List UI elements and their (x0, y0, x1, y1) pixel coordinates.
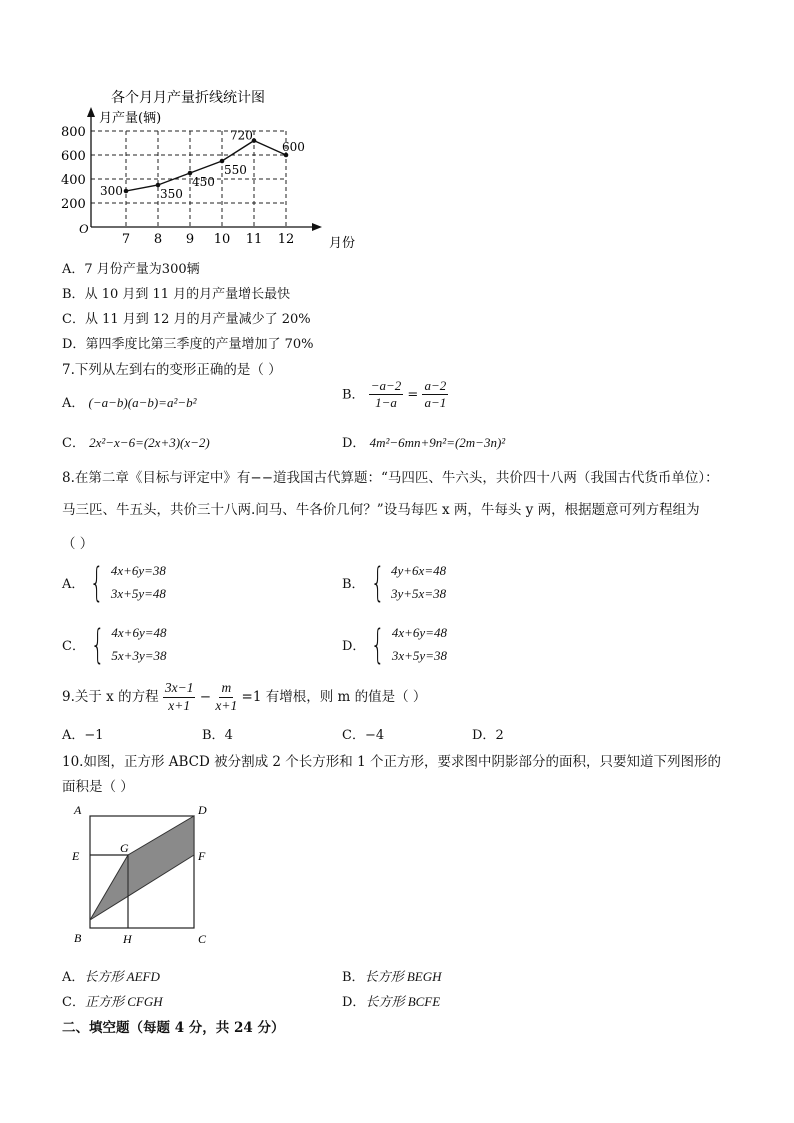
equals-sign: = (407, 387, 419, 403)
y-tick-label: 200 (61, 197, 86, 212)
option-text: 从 11 月到 12 月的月产量减少了 20% (84, 312, 311, 327)
x-tick-label: 10 (213, 232, 231, 247)
option-label: B． (342, 387, 365, 403)
q9-stem (62, 680, 426, 715)
q7-c-expression: 2x²−x−6=(2x+3)(x−2) (89, 435, 210, 450)
option-label: A． (62, 970, 85, 985)
option-label: C． (342, 728, 365, 743)
x-tick-label: 9 (185, 232, 195, 247)
chart-ylabel: 月产量(辆) (99, 111, 162, 126)
option-label: A． (62, 577, 85, 593)
y-tick-label: 600 (61, 149, 86, 164)
label-g: G (120, 841, 129, 855)
q8-option-a (62, 560, 166, 606)
label-b: B (74, 931, 82, 945)
equation: 5x+3y=38 (111, 647, 167, 663)
square-abcd-figure (62, 800, 222, 950)
q8-option-b (342, 560, 446, 606)
option-label: B． (62, 287, 85, 302)
option-text: 长方形 BCFE (365, 994, 441, 1009)
option-label: C． (62, 312, 85, 327)
data-label: 450 (192, 175, 215, 189)
q10-option-a (62, 966, 160, 985)
numerator: −a−2 (369, 378, 404, 395)
denominator: a−1 (424, 395, 447, 411)
left-brace: { (90, 621, 105, 668)
equation: 3x+5y=48 (110, 585, 166, 601)
label-e: E (72, 849, 80, 863)
option-label: D． (62, 337, 86, 352)
q7-option-c (62, 432, 210, 451)
fraction (369, 378, 404, 412)
q10-option-c (62, 991, 163, 1010)
q9-option-a (62, 724, 104, 743)
option-text: 2 (495, 728, 504, 743)
option-text: −4 (364, 728, 385, 743)
q6-option-a (62, 258, 200, 277)
option-label: C． (62, 639, 85, 655)
q8-stem-line1: 8.在第二章《目标与评定中》有−−道我国古代算题：“马四匹、牛六头，共价四十八两（我国古代货币单位）： (62, 470, 719, 486)
equals-one: =1 (241, 688, 262, 705)
q9-option-c (342, 724, 384, 743)
x-tick-label: 12 (277, 232, 295, 247)
y-tick-label: 800 (61, 125, 86, 140)
denominator: x+1 (215, 697, 238, 713)
equation: 4y+6x=48 (391, 563, 447, 578)
q7-option-d (342, 432, 505, 451)
q7-option-a (62, 392, 197, 411)
numerator: 3x−1 (163, 680, 196, 698)
option-label: C． (62, 995, 85, 1010)
option-label: D． (342, 639, 366, 655)
option-label: D． (472, 728, 496, 743)
left-brace: { (370, 559, 385, 606)
y-axis-arrow (87, 107, 95, 117)
left-brace: { (90, 559, 105, 606)
option-text: 7 月份产量为300辆 (84, 262, 200, 277)
option-label: B． (202, 728, 225, 743)
left-brace: { (371, 621, 386, 668)
q10-option-b (342, 966, 441, 985)
section-2-heading: 二、填空题（每题 4 分，共 24 分） (62, 1020, 285, 1036)
option-label: B． (342, 577, 365, 593)
q10-option-d (342, 991, 440, 1010)
option-label: D． (342, 436, 366, 451)
data-label: 720 (230, 128, 253, 143)
option-text: 长方形 AEFD (84, 969, 160, 984)
q8-option-d (342, 622, 447, 668)
x-tick-label: 8 (153, 232, 163, 247)
equation: 4x+6y=48 (111, 625, 167, 640)
q6-option-c (62, 308, 311, 327)
label-f: F (198, 849, 206, 863)
equation: 3x+5y=38 (391, 647, 447, 663)
option-label: B． (342, 970, 365, 985)
q7-option-b (342, 378, 448, 412)
option-text: 从 10 月到 11 月的月产量增长最快 (84, 287, 291, 302)
option-text: 长方形 BEGH (364, 969, 442, 984)
q7-a-expression: (−a−b)(a−b)=a²−b² (88, 395, 197, 410)
q9-option-d (472, 724, 504, 743)
q8-stem-line2: 马三匹、牛五头，共价三十八两.问马、牛各价几何？”设马每匹 x 两，牛每头 y 两，根据题意可列方程组为 (62, 502, 700, 518)
x-tick-label: 11 (245, 232, 263, 247)
shaded-region (90, 816, 194, 920)
q7-d-expression: 4m²−6mn+9n²=(2m−3n)² (369, 435, 506, 450)
denominator: 1−a (375, 395, 397, 411)
option-label: D． (342, 995, 366, 1010)
y-tick-label: 400 (61, 173, 86, 188)
q6-option-b (62, 283, 290, 302)
q7-stem: 7.下列从左到右的变形正确的是（ ） (62, 362, 282, 378)
fraction (422, 378, 448, 412)
data-point (124, 189, 129, 194)
label-h: H (123, 932, 132, 946)
data-label: 300 (100, 184, 123, 198)
q10-stem-line2: 面积是（ ） (62, 779, 134, 795)
denominator: x+1 (168, 697, 191, 713)
data-label: 600 (282, 140, 305, 154)
option-text: 正方形 CFGH (84, 994, 163, 1009)
q8-paren: （ ） (62, 536, 94, 552)
chart-origin: O (79, 221, 89, 236)
q9-suffix: 有增根，则 m 的值是（ ） (265, 688, 427, 705)
q9-option-b (202, 724, 233, 743)
numerator: a−2 (422, 378, 448, 395)
option-label: C． (62, 436, 85, 451)
option-label: A． (62, 262, 85, 277)
numerator: m (219, 680, 233, 698)
option-label: A． (62, 396, 85, 411)
option-text: −1 (84, 728, 104, 743)
equation: 4x+6y=38 (110, 563, 166, 578)
option-text: 第四季度比第三季度的产量增加了 70% (85, 337, 314, 352)
label-a: A (74, 803, 82, 817)
option-text: 4 (224, 728, 233, 743)
data-label: 350 (160, 187, 183, 201)
q6-option-d (62, 333, 313, 352)
monthly-output-line-chart (55, 82, 355, 257)
label-c: C (198, 932, 207, 946)
q9-prefix: 9.关于 x 的方程 (62, 688, 159, 705)
q8-option-c (62, 622, 167, 668)
fraction (215, 680, 237, 715)
equation: 3y+5x=38 (391, 585, 447, 601)
label-d: D (198, 803, 207, 817)
minus-sign: − (199, 688, 212, 705)
q10-stem-line1: 10.如图，正方形 ABCD 被分割成 2 个长方形和 1 个正方形，要求图中阴影部分的面积，只要知道下列图形的 (62, 754, 721, 770)
data-label: 550 (224, 163, 247, 177)
x-tick-label: 7 (121, 232, 131, 247)
fraction (163, 680, 196, 715)
x-axis-arrow (312, 223, 322, 231)
chart-xlabel: 月份 (329, 236, 355, 251)
equation: 4x+6y=48 (391, 625, 447, 640)
chart-title: 各个月月产量折线统计图 (111, 90, 265, 106)
option-label: A． (62, 728, 85, 743)
